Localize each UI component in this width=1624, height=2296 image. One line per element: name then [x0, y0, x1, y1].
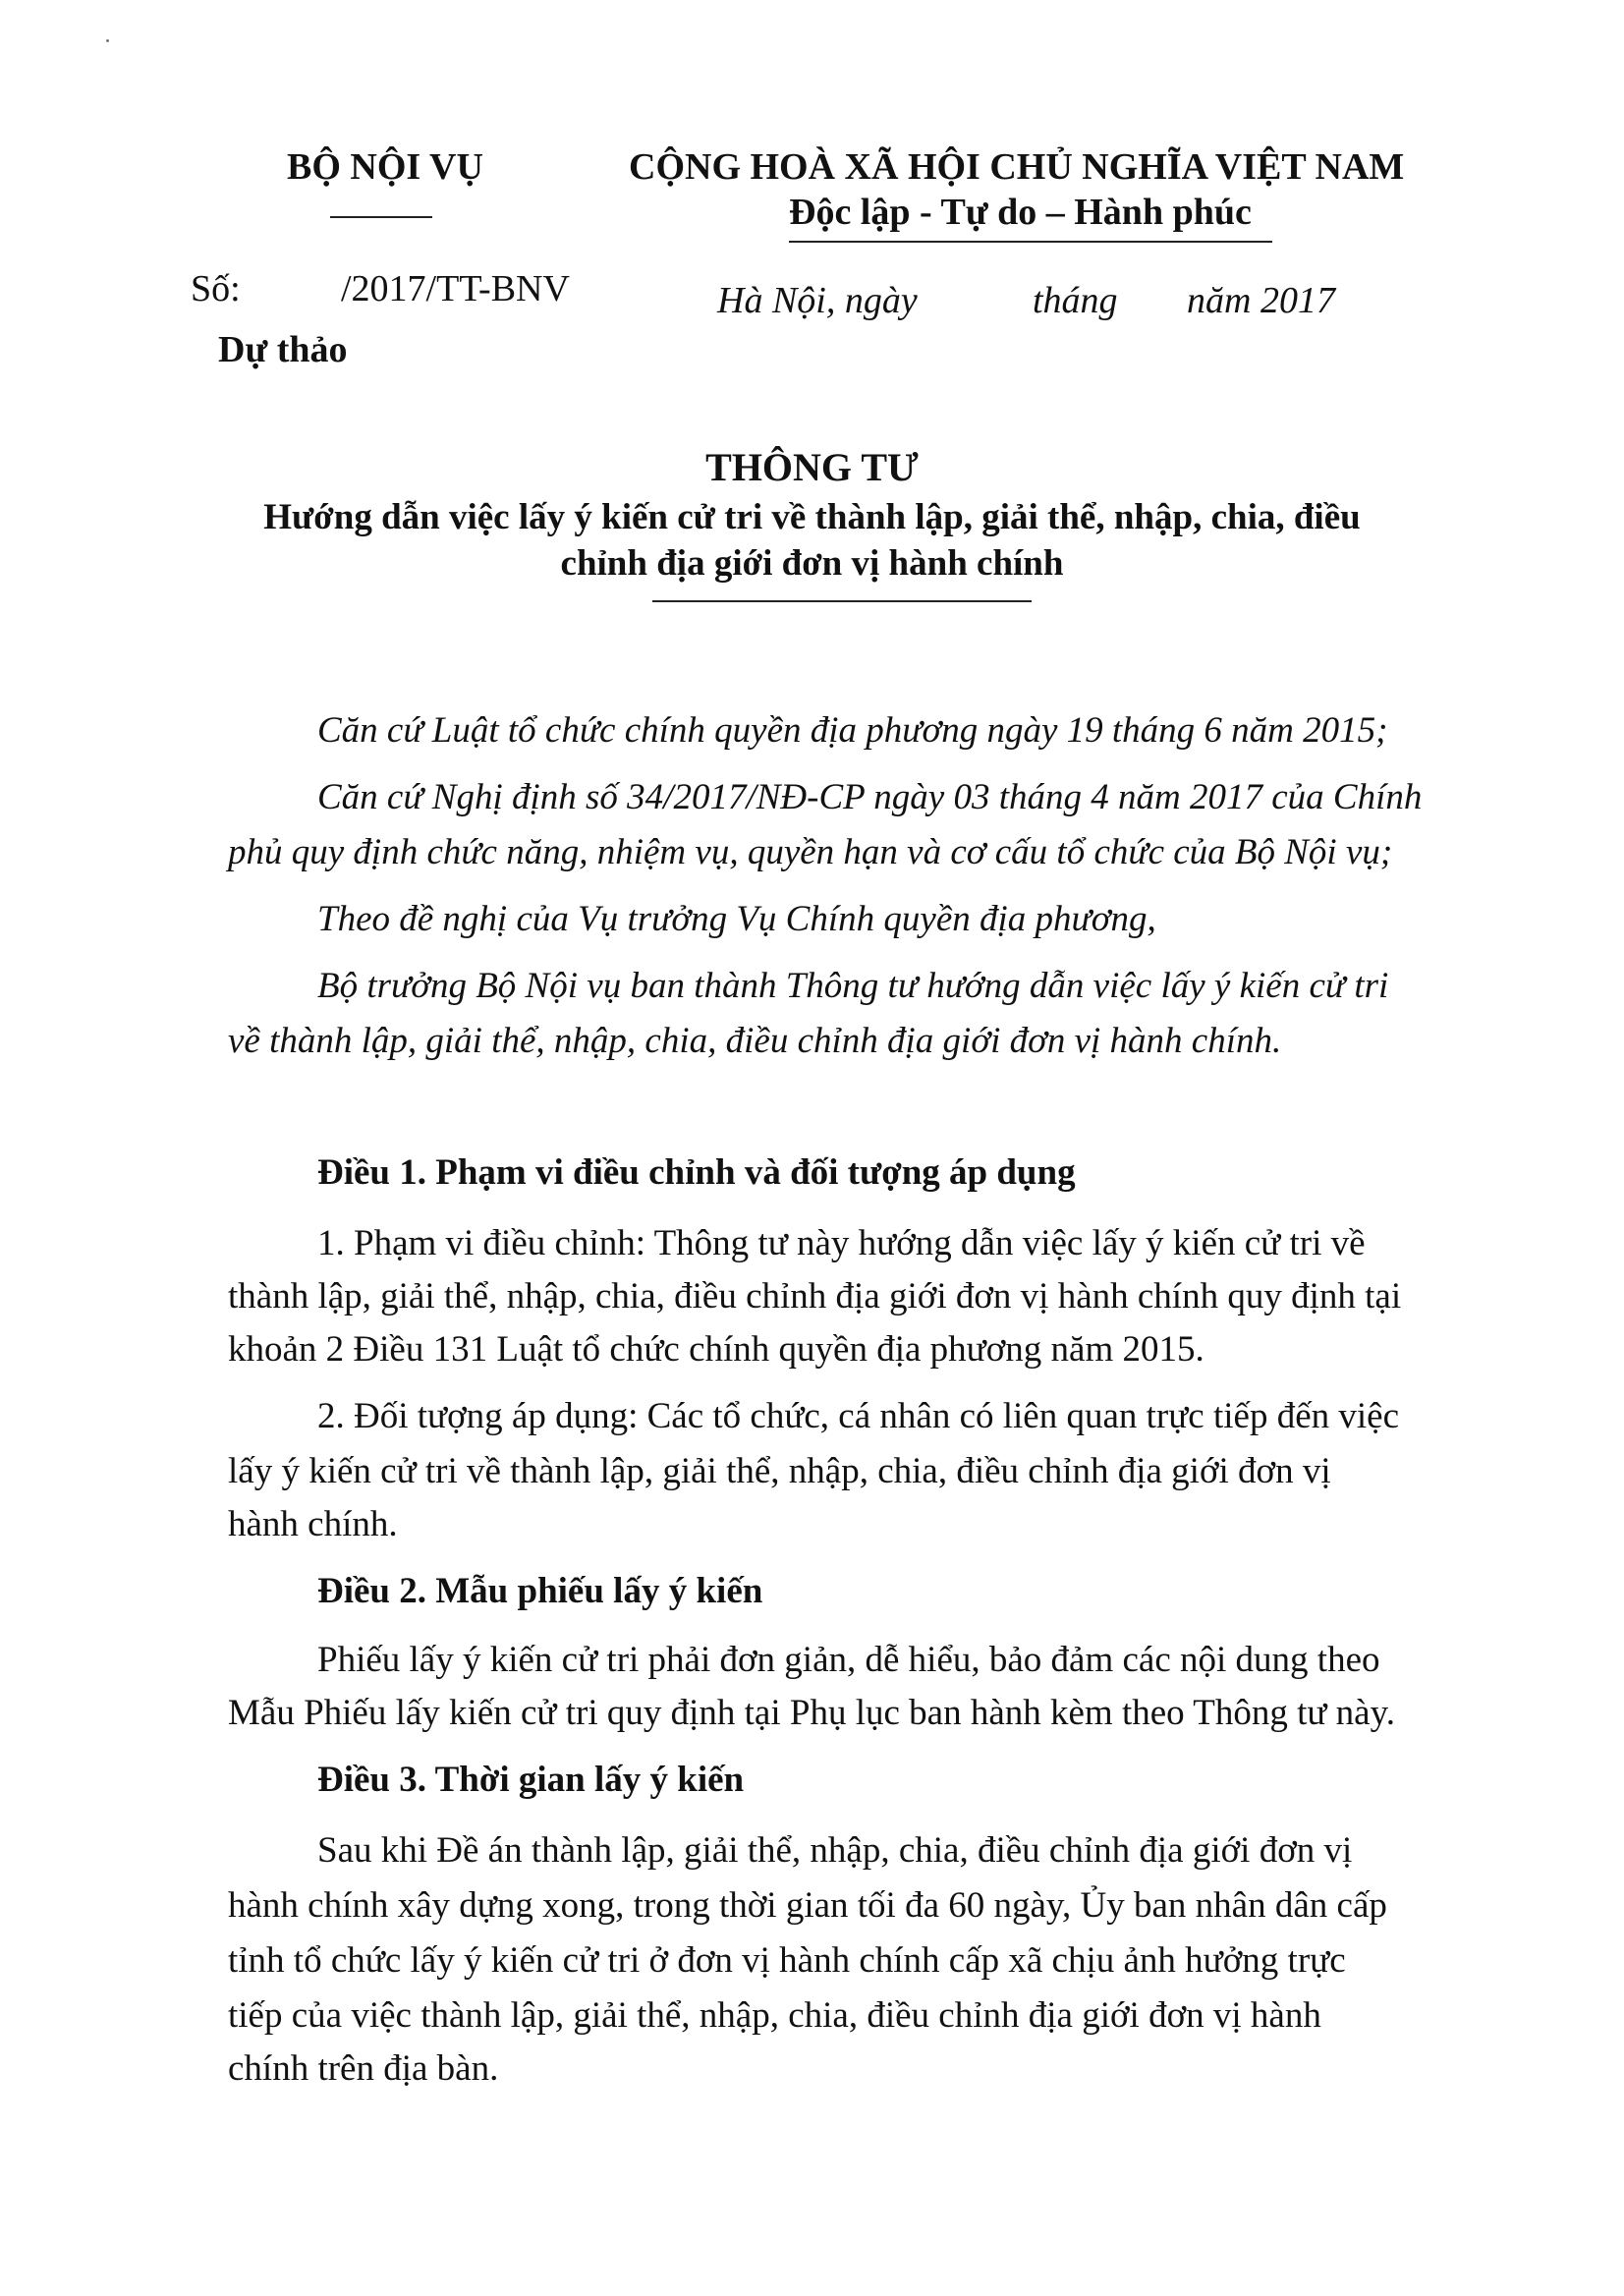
ministry-name: BỘ NỘI VỤ — [287, 146, 483, 188]
scan-speck — [106, 39, 109, 42]
article-1-clause-2-line-1: 2. Đối tượng áp dụng: Các tổ chức, cá nhân có liên quan trực tiếp đến việc — [317, 1396, 1400, 1436]
preamble-decree-line-1: Căn cứ Nghị định số 34/2017/NĐ-CP ngày 03 tháng 4 năm 2017 của Chính — [317, 777, 1423, 817]
article-1-title: Điều 1. Phạm vi điều chỉnh và đối tượng áp dụng — [317, 1152, 1076, 1193]
date-place-day: Hà Nội, ngày — [717, 280, 918, 321]
preamble-enactment-line-1: Bộ trưởng Bộ Nội vụ ban thành Thông tư hướng dẫn việc lấy ý kiến cử tri — [317, 966, 1389, 1006]
preamble-decree-line-2: phủ quy định chức năng, nhiệm vụ, quyền hạn và cơ cấu tổ chức của Bộ Nội vụ; — [228, 832, 1393, 872]
article-3-line-1: Sau khi Đề án thành lập, giải thể, nhập, chia, điều chỉnh địa giới đơn vị — [317, 1830, 1353, 1871]
preamble-law-basis: Căn cứ Luật tổ chức chính quyền địa phương ngày 19 tháng 6 năm 2015; — [317, 710, 1388, 751]
article-3-line-3: tỉnh tổ chức lấy ý kiến cử tri ở đơn vị hành chính cấp xã chịu ảnh hưởng trực — [228, 1940, 1346, 1981]
preamble-proposal: Theo đề nghị của Vụ trưởng Vụ Chính quyền địa phương, — [317, 899, 1156, 939]
article-1-clause-2-line-2: lấy ý kiến cử tri về thành lập, giải thể, nhập, chia, điều chỉnh địa giới đơn vị — [228, 1451, 1331, 1491]
ministry-underline — [330, 216, 432, 218]
article-3-title: Điều 3. Thời gian lấy ý kiến — [317, 1760, 745, 1800]
article-1-clause-2-line-3: hành chính. — [228, 1504, 398, 1544]
article-1-clause-1-line-3: khoản 2 Điều 131 Luật tổ chức chính quyền địa phương năm 2015. — [228, 1329, 1204, 1370]
document-type-title: THÔNG TƯ — [705, 445, 919, 489]
document-subject-line-1: Hướng dẫn việc lấy ý kiến cử tri về thành lập, giải thể, nhập, chia, điều — [263, 497, 1361, 537]
document-subject-line-2: chỉnh địa giới đơn vị hành chính — [560, 543, 1064, 584]
draft-label: Dự thảo — [218, 329, 348, 370]
article-2-title: Điều 2. Mẫu phiếu lấy ý kiến — [317, 1571, 763, 1611]
document-number-label: Số: — [191, 268, 241, 309]
date-year: năm 2017 — [1187, 280, 1335, 321]
article-2-line-2: Mẫu Phiếu lấy kiến cử tri quy định tại Phụ lục ban hành kèm theo Thông tư này. — [228, 1693, 1395, 1733]
country-name: CỘNG HOÀ XÃ HỘI CHỦ NGHĨA VIỆT NAM — [629, 146, 1405, 188]
title-underline — [652, 600, 1032, 602]
article-1-clause-1-line-1: 1. Phạm vi điều chỉnh: Thông tư này hướng dẫn việc lấy ý kiến cử tri về — [317, 1223, 1366, 1263]
article-3-line-2: hành chính xây dựng xong, trong thời gian tối đa 60 ngày, Ủy ban nhân dân cấp — [228, 1885, 1387, 1926]
date-month: tháng — [1033, 280, 1118, 321]
document-number: /2017/TT-BNV — [341, 268, 570, 309]
motto-underline — [789, 241, 1272, 243]
preamble-enactment-line-2: về thành lập, giải thể, nhập, chia, điều chỉnh địa giới đơn vị hành chính. — [228, 1021, 1282, 1061]
national-motto: Độc lập - Tự do – Hành phúc — [789, 192, 1252, 233]
article-2-line-1: Phiếu lấy ý kiến cử tri phải đơn giản, dễ hiểu, bảo đảm các nội dung theo — [317, 1640, 1380, 1680]
article-3-line-5: chính trên địa bàn. — [228, 2048, 499, 2089]
article-1-clause-1-line-2: thành lập, giải thể, nhập, chia, điều chỉnh địa giới đơn vị hành chính quy định tại — [228, 1276, 1402, 1316]
article-3-line-4: tiếp của việc thành lập, giải thể, nhập, chia, điều chỉnh địa giới đơn vị hành — [228, 1995, 1321, 2036]
